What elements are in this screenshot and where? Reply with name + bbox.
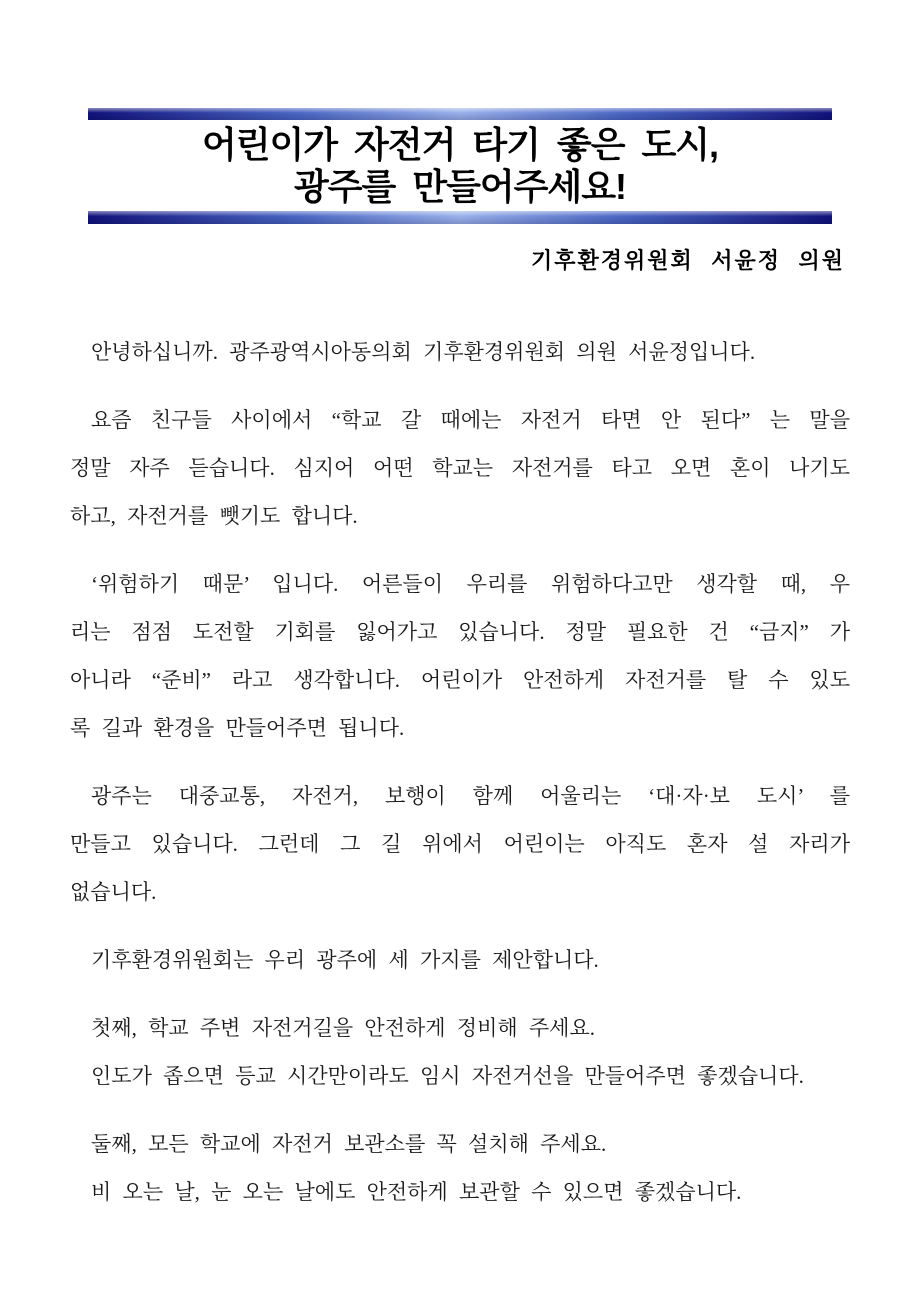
text-line: 비 오는 날, 눈 오는 날에도 안전하게 보관할 수 있으면 좋겠습니다. [91,1180,742,1204]
document-title [88,120,832,211]
text-line: 첫째, 학교 주변 자전거길을 안전하게 정비해 주세요. [91,1016,596,1040]
title-line-2: 광주를 만들어주세요! [294,166,626,207]
text-line: 만들고 있습니다. 그런데 그 길 위에서 어린이는 아직도 혼자 설 자리가 [70,832,850,856]
text-line: 둘째, 모든 학교에 자전거 보관소를 꼭 설치해 주세요. [91,1132,607,1156]
text-line: 인도가 좁으면 등교 시간만이라도 임시 자전거선을 만들어주면 좋겠습니다. [91,1064,804,1088]
text-line: 없습니다. [70,880,157,904]
paragraph-proposal-1 [70,1004,850,1100]
text-line: 요즘 친구들 사이에서 “학교 갈 때에는 자전거 타면 안 된다” 는 말을 [91,408,850,432]
paragraph-city-vision [70,772,850,916]
text-line: ‘위험하기 때문’ 입니다. 어른들이 우리를 위험하다고만 생각할 때, 우 [91,572,850,596]
text-line: 리는 점점 도전할 기회를 잃어가고 있습니다. 정말 필요한 건 “금지” 가 [70,620,850,644]
letter-body [70,328,850,1216]
paragraph-proposal-2 [70,1120,850,1216]
paragraph-reason [70,560,850,752]
paragraph-proposal-intro [70,936,850,984]
title-line-1: 어린이가 자전거 타기 좋은 도시, [201,124,719,165]
text-line: 정말 자주 듣습니다. 심지어 어떤 학교는 자전거를 타고 오면 혼이 나기도 [70,456,850,480]
banner-bottom-rule [88,211,832,224]
text-line: 록 길과 환경을 만들어주면 됩니다. [70,716,405,740]
text-line: 하고, 자전거를 뺏기도 합니다. [70,504,358,528]
text-line: 아니라 “준비” 라고 생각합니다. 어린이가 안전하게 자전거를 탈 수 있도 [70,668,850,692]
author-byline: 기후환경위원회 서윤정 의원 [530,248,845,273]
text-line: 안녕하십니까. 광주광역시아동의회 기후환경위원회 의원 서윤정입니다. [91,340,756,364]
paragraph-problem [70,396,850,540]
text-line: 광주는 대중교통, 자전거, 보행이 함께 어울리는 ‘대·자·보 도시’ 를 [91,784,850,808]
banner-top-rule [88,108,832,120]
text-line: 기후환경위원회는 우리 광주에 세 가지를 제안합니다. [91,948,599,972]
paragraph-greeting [70,328,850,376]
title-banner [88,108,832,224]
